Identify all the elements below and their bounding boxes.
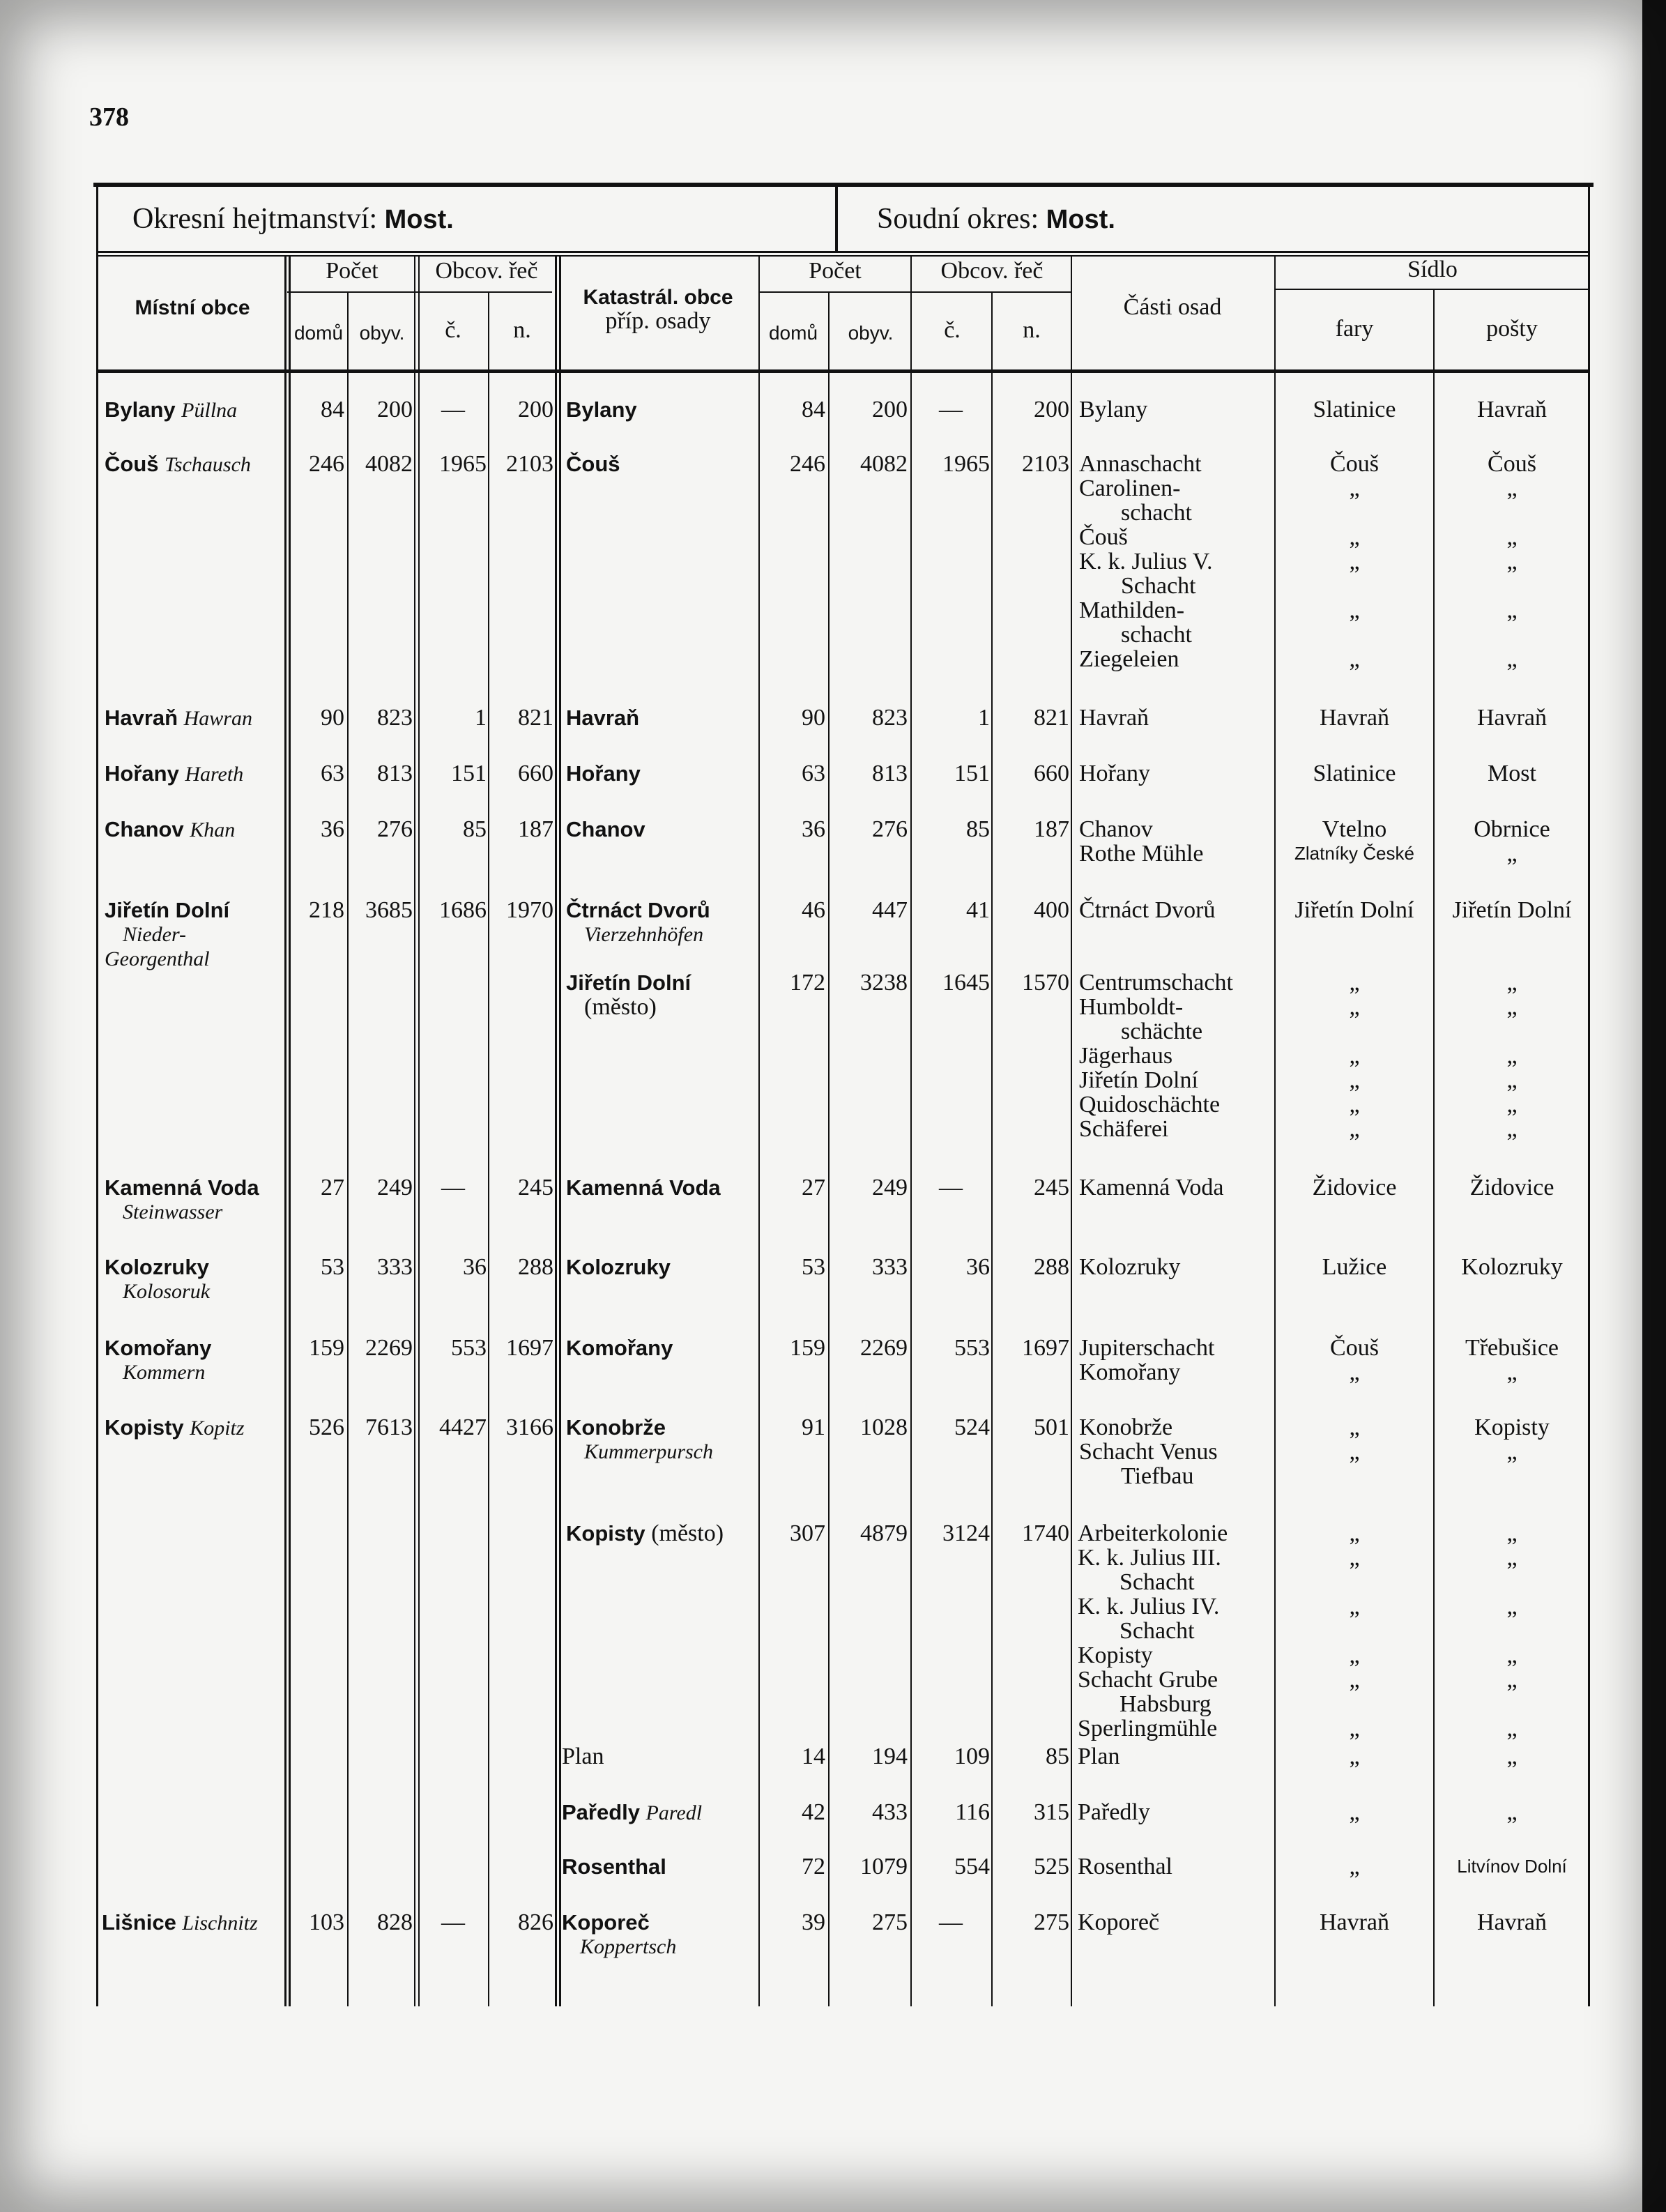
domu-right: 46 bbox=[802, 897, 825, 923]
col-obcov-right: Obcov. řeč bbox=[940, 258, 1044, 284]
n-right: 200 bbox=[1034, 397, 1069, 422]
obyv-right: 813 bbox=[872, 761, 908, 786]
n-left: 245 bbox=[518, 1175, 553, 1200]
col-n-right: n. bbox=[1023, 317, 1041, 343]
obyv-right: 200 bbox=[872, 397, 908, 422]
vline-5a bbox=[555, 257, 557, 2006]
domu-right: 246 bbox=[790, 451, 825, 477]
fary-cell: „ „ „ „ „ „ bbox=[1349, 970, 1360, 1142]
domu-left: 53 bbox=[321, 1254, 344, 1280]
casti-cell: Bylany bbox=[1079, 397, 1148, 422]
fary-cell: Lužice bbox=[1322, 1254, 1387, 1280]
c-left: 85 bbox=[463, 816, 487, 842]
col-domu-left: domů bbox=[293, 322, 344, 344]
mistni-obec-cell: Kamenná Voda Steinwasser bbox=[105, 1175, 259, 1223]
posty-cell: Kolozruky bbox=[1461, 1254, 1563, 1280]
mistni-obec-cell: Jiřetín Dolní Nieder- Georgenthal bbox=[105, 898, 230, 970]
domu-right: 91 bbox=[802, 1414, 825, 1440]
posty-cell: Havraň bbox=[1476, 1909, 1547, 1935]
n-right: 187 bbox=[1034, 816, 1069, 842]
c-right: 85 bbox=[966, 816, 990, 842]
c-left: 553 bbox=[451, 1335, 487, 1361]
casti-cell: Konobrže Schacht Venus Tiefbau bbox=[1079, 1414, 1218, 1489]
domu-right: 42 bbox=[802, 1799, 825, 1825]
col-mistni-obce: Místní obce bbox=[135, 296, 250, 319]
fary-cell: Havraň bbox=[1319, 1909, 1390, 1935]
c-right: — bbox=[939, 1175, 963, 1200]
mistni-obec-cell: Kopisty Kopitz bbox=[105, 1415, 245, 1440]
c-right: 151 bbox=[954, 761, 990, 786]
n-right: 288 bbox=[1034, 1254, 1069, 1280]
col-katastral-2: příp. osady bbox=[605, 308, 711, 334]
c-left: 1965 bbox=[439, 451, 487, 477]
obyv-left: 813 bbox=[377, 761, 413, 786]
domu-right: 90 bbox=[802, 705, 825, 731]
mistni-obec-cell: Čouš Tschausch bbox=[105, 452, 251, 476]
casti-cell: Hořany bbox=[1079, 761, 1150, 786]
n-right: 1740 bbox=[1022, 1520, 1069, 1546]
posty-cell: Čouš „ „ „ „ „ bbox=[1488, 451, 1536, 672]
katastral-cell: Čouš bbox=[566, 452, 620, 476]
obyv-right: 2269 bbox=[860, 1335, 908, 1361]
casti-cell: Havraň bbox=[1079, 705, 1149, 731]
c-left: 4427 bbox=[439, 1414, 487, 1440]
vline-5b bbox=[559, 257, 561, 2006]
col-katastral-1: Katastrál. obce bbox=[583, 286, 733, 309]
n-left: 821 bbox=[518, 705, 553, 731]
mistni-obec-cell: Lišnice Lischnitz bbox=[102, 1910, 258, 1935]
katastral-cell: Kopisty (město) bbox=[566, 1520, 724, 1546]
katastral-cell: Havraň bbox=[566, 705, 640, 730]
vline-4 bbox=[488, 293, 489, 2006]
n-right: 525 bbox=[1034, 1854, 1069, 1879]
obyv-right: 1028 bbox=[860, 1414, 908, 1440]
vline-1a bbox=[284, 257, 286, 2006]
c-left: — bbox=[441, 1909, 465, 1935]
posty-cell: Kopisty „ bbox=[1474, 1414, 1550, 1465]
fary-cell: „ „ bbox=[1349, 1414, 1360, 1465]
obyv-right: 447 bbox=[872, 897, 908, 923]
c-left: 151 bbox=[451, 761, 487, 786]
fary-cell: „ bbox=[1349, 1799, 1360, 1825]
casti-cell: Jupiterschacht Komořany bbox=[1079, 1335, 1215, 1385]
col-obcov-left: Obcov. řeč bbox=[435, 258, 538, 284]
casti-cell: Arbeiterkolonie K. k. Julius III. Schacht K. k. Julius IV. Schacht Kopisty Schacht Grube Habsburg Sperlingmühle bbox=[1078, 1520, 1228, 1741]
domu-left: 246 bbox=[309, 451, 344, 477]
mistni-obec-cell: Kolozruky Kolosoruk bbox=[105, 1255, 211, 1303]
domu-right: 159 bbox=[790, 1335, 825, 1361]
n-left: 1697 bbox=[506, 1335, 553, 1361]
c-right: 1 bbox=[978, 705, 990, 731]
obyv-right: 433 bbox=[872, 1799, 908, 1825]
fary-cell: Slatinice bbox=[1313, 397, 1396, 422]
posty-cell: „ „ „ „ „ „ bbox=[1506, 970, 1518, 1142]
col-pocet-left: Počet bbox=[326, 258, 379, 284]
katastral-cell: Komořany bbox=[566, 1336, 673, 1360]
fary-cell: „ „ „ „ „ „ bbox=[1349, 1520, 1360, 1741]
obyv-left: 4082 bbox=[365, 451, 413, 477]
col-n-left: n. bbox=[513, 317, 531, 343]
posty-cell: Litvínov Dolní bbox=[1457, 1856, 1567, 1877]
fary-cell: „ bbox=[1349, 1744, 1360, 1769]
domu-left: 103 bbox=[309, 1909, 344, 1935]
obyv-left: 3685 bbox=[365, 897, 413, 923]
katastral-cell: Plan bbox=[562, 1744, 604, 1769]
casti-cell: Kolozruky bbox=[1079, 1254, 1181, 1280]
casti-cell: Chanov Rothe Mühle bbox=[1079, 816, 1204, 867]
court-label: Soudní okres: bbox=[877, 203, 1039, 235]
obyv-left: 200 bbox=[377, 397, 413, 422]
fary-cell: Jiřetín Dolní bbox=[1294, 897, 1414, 923]
obyv-right: 194 bbox=[872, 1744, 908, 1769]
c-right: 524 bbox=[954, 1414, 990, 1440]
obyv-right: 1079 bbox=[860, 1854, 908, 1879]
left-frame-line bbox=[96, 187, 98, 2006]
court-value: Most. bbox=[1046, 205, 1115, 234]
n-left: 2103 bbox=[506, 451, 553, 477]
posty-cell: Jiřetín Dolní bbox=[1452, 897, 1572, 923]
header-bottom-rule bbox=[96, 251, 1590, 253]
katastral-cell: Čtrnáct Dvorů Vierzehnhöfen bbox=[566, 898, 710, 946]
fary-cell: Židovice bbox=[1312, 1175, 1397, 1200]
n-right: 660 bbox=[1034, 761, 1069, 786]
n-left: 660 bbox=[518, 761, 553, 786]
n-left: 3166 bbox=[506, 1414, 553, 1440]
scan-dark-edge bbox=[1642, 0, 1666, 2212]
katastral-cell: Jiřetín Dolní (město) bbox=[566, 970, 691, 1020]
c-left: 1 bbox=[475, 705, 487, 731]
domu-left: 27 bbox=[321, 1175, 344, 1200]
domu-right: 36 bbox=[802, 816, 825, 842]
katastral-cell: Chanov bbox=[566, 817, 645, 841]
mistni-obec-cell: Chanov Khan bbox=[105, 817, 236, 841]
mistni-obec-cell: Komořany Kommern bbox=[105, 1336, 212, 1384]
col-posty: pošty bbox=[1486, 316, 1538, 342]
c-right: 3124 bbox=[942, 1520, 990, 1546]
district-value: Most. bbox=[384, 205, 454, 234]
page-number: 378 bbox=[89, 102, 129, 132]
pocet-rule-right bbox=[758, 291, 1071, 293]
domu-right: 307 bbox=[790, 1520, 825, 1546]
top-rule bbox=[93, 183, 1594, 187]
domu-right: 27 bbox=[802, 1175, 825, 1200]
col-fary: fary bbox=[1335, 316, 1374, 342]
obyv-left: 823 bbox=[377, 705, 413, 731]
katastral-cell: Konobrže Kummerpursch bbox=[566, 1415, 713, 1463]
c-left: 1686 bbox=[439, 897, 487, 923]
c-left: 36 bbox=[463, 1254, 487, 1280]
n-right: 245 bbox=[1034, 1175, 1069, 1200]
col-c-right: č. bbox=[944, 317, 961, 343]
district-header bbox=[132, 202, 454, 236]
vline-3b bbox=[418, 257, 420, 2006]
posty-cell: „ „ „ „ „ „ bbox=[1506, 1520, 1518, 1741]
c-right: 1645 bbox=[942, 970, 990, 996]
col-obyv-right: obyv. bbox=[848, 322, 894, 344]
col-sidlo: Sídlo bbox=[1407, 257, 1458, 282]
col-domu-right: domů bbox=[768, 322, 818, 344]
mistni-obec-cell: Bylany Püllna bbox=[105, 397, 238, 422]
casti-cell: Kamenná Voda bbox=[1079, 1175, 1224, 1200]
obyv-left: 333 bbox=[377, 1254, 413, 1280]
obyv-right: 249 bbox=[872, 1175, 908, 1200]
obyv-left: 249 bbox=[377, 1175, 413, 1200]
n-left: 200 bbox=[518, 397, 553, 422]
col-c-left: č. bbox=[445, 317, 461, 343]
c-right: 109 bbox=[954, 1744, 990, 1769]
court-header bbox=[877, 202, 1115, 236]
c-right: 36 bbox=[966, 1254, 990, 1280]
katastral-cell: Kamenná Voda bbox=[566, 1175, 721, 1200]
c-right: — bbox=[939, 397, 963, 422]
c-right: 41 bbox=[966, 897, 990, 923]
posty-cell: Židovice bbox=[1469, 1175, 1554, 1200]
n-right: 275 bbox=[1034, 1909, 1069, 1935]
fary-cell: „ bbox=[1349, 1854, 1360, 1879]
n-right: 315 bbox=[1034, 1799, 1069, 1825]
c-left: — bbox=[441, 397, 465, 422]
c-right: 1965 bbox=[942, 451, 990, 477]
posty-cell: Most bbox=[1488, 761, 1536, 786]
domu-left: 90 bbox=[321, 705, 344, 731]
sidlo-rule bbox=[1276, 289, 1589, 290]
obyv-left: 276 bbox=[377, 816, 413, 842]
header-divider bbox=[835, 187, 838, 251]
n-right: 85 bbox=[1046, 1744, 1069, 1769]
casti-cell: Plan bbox=[1078, 1744, 1120, 1769]
domu-right: 72 bbox=[802, 1854, 825, 1879]
obyv-right: 4879 bbox=[860, 1520, 908, 1546]
n-left: 826 bbox=[518, 1909, 553, 1935]
casti-cell: Čtrnáct Dvorů bbox=[1079, 897, 1216, 923]
n-right: 1570 bbox=[1022, 970, 1069, 996]
n-left: 187 bbox=[518, 816, 553, 842]
posty-cell: Havraň bbox=[1476, 705, 1547, 731]
fary-cell: Havraň bbox=[1319, 705, 1390, 731]
domu-left: 63 bbox=[321, 761, 344, 786]
domu-left: 159 bbox=[309, 1335, 344, 1361]
domu-left: 36 bbox=[321, 816, 344, 842]
domu-right: 63 bbox=[802, 761, 825, 786]
c-right: 553 bbox=[954, 1335, 990, 1361]
n-right: 1697 bbox=[1022, 1335, 1069, 1361]
katastral-cell: Paředly Paredl bbox=[562, 1800, 703, 1824]
col-obyv-left: obyv. bbox=[359, 322, 405, 344]
obyv-right: 275 bbox=[872, 1909, 908, 1935]
posty-cell: Třebušice „ bbox=[1465, 1335, 1559, 1385]
obyv-left: 828 bbox=[377, 1909, 413, 1935]
col-casti-osad: Části osad bbox=[1123, 294, 1222, 320]
n-right: 821 bbox=[1034, 705, 1069, 731]
casti-cell: Koporeč bbox=[1078, 1909, 1160, 1935]
pocet-rule-left bbox=[287, 291, 552, 293]
fary-cell: Vtelno Zlatníky České bbox=[1294, 816, 1414, 864]
fary-cell: Čouš „ „ „ „ „ bbox=[1330, 451, 1379, 672]
katastral-cell: Rosenthal bbox=[562, 1854, 666, 1879]
domu-left: 84 bbox=[321, 397, 344, 422]
n-left: 288 bbox=[518, 1254, 553, 1280]
katastral-cell: Kolozruky bbox=[566, 1255, 671, 1279]
fary-cell: Čouš „ bbox=[1330, 1335, 1379, 1385]
mistni-obec-cell: Havraň Hawran bbox=[105, 705, 252, 730]
casti-cell: Annaschacht Carolinen- schacht Čouš K. k. Julius V. Schacht Mathilden- schacht Ziegeleien bbox=[1079, 451, 1213, 672]
n-right: 2103 bbox=[1022, 451, 1069, 477]
posty-cell: Havraň bbox=[1476, 397, 1547, 422]
katastral-cell: Koporeč Koppertsch bbox=[562, 1910, 677, 1958]
katastral-cell: Bylany bbox=[566, 397, 637, 422]
fary-cell: Slatinice bbox=[1313, 761, 1396, 786]
posty-cell: „ bbox=[1506, 1744, 1518, 1769]
casti-cell: Paředly bbox=[1078, 1799, 1150, 1825]
casti-cell: Centrumschacht Humboldt- schächte Jägerhaus Jiřetín Dolní Quidoschächte Schäferei bbox=[1079, 970, 1233, 1142]
vline-2 bbox=[347, 293, 349, 2006]
obyv-right: 823 bbox=[872, 705, 908, 731]
obyv-left: 7613 bbox=[365, 1414, 413, 1440]
obyv-left: 2269 bbox=[365, 1335, 413, 1361]
obyv-right: 4082 bbox=[860, 451, 908, 477]
domu-left: 218 bbox=[309, 897, 344, 923]
c-right: — bbox=[939, 1909, 963, 1935]
vline-10 bbox=[1071, 257, 1072, 2006]
domu-right: 39 bbox=[802, 1909, 825, 1935]
colheader-bottom-rule bbox=[96, 369, 1590, 373]
col-pocet-right: Počet bbox=[809, 258, 862, 284]
obyv-right: 276 bbox=[872, 816, 908, 842]
vline-1b bbox=[289, 257, 291, 2006]
c-right: 554 bbox=[954, 1854, 990, 1879]
vline-3a bbox=[414, 257, 415, 2006]
posty-cell: Obrnice „ bbox=[1474, 816, 1550, 867]
domu-left: 526 bbox=[309, 1414, 344, 1440]
casti-cell: Rosenthal bbox=[1078, 1854, 1172, 1879]
n-right: 400 bbox=[1034, 897, 1069, 923]
obyv-right: 3238 bbox=[860, 970, 908, 996]
n-right: 501 bbox=[1034, 1414, 1069, 1440]
c-right: 116 bbox=[955, 1799, 990, 1825]
katastral-cell: Hořany bbox=[566, 761, 641, 786]
posty-cell: „ bbox=[1506, 1799, 1518, 1825]
c-left: — bbox=[441, 1175, 465, 1200]
domu-right: 14 bbox=[802, 1744, 825, 1769]
obyv-right: 333 bbox=[872, 1254, 908, 1280]
district-label: Okresní hejtmanství: bbox=[132, 203, 378, 235]
domu-right: 84 bbox=[802, 397, 825, 422]
domu-right: 53 bbox=[802, 1254, 825, 1280]
domu-right: 172 bbox=[790, 970, 825, 996]
n-left: 1970 bbox=[506, 897, 553, 923]
mistni-obec-cell: Hořany Hareth bbox=[105, 761, 244, 786]
